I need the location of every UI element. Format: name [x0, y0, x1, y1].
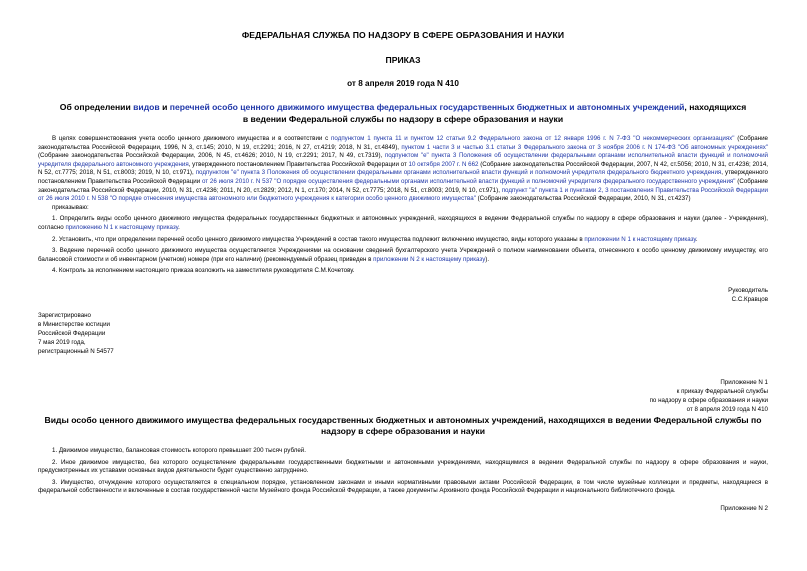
- appendix-1-title: Виды особо ценного движимого имущества федеральных государственных бюджетных и автономных учреждений, находящихся в ведении Федеральной службы по надзору в сфере образования и науки: [44, 414, 762, 436]
- item-text: 1. Определить виды особо ценного движимого имущества федеральных государственных бюджетных и автономных учреждений, находящихся в ведении Федеральной службы по надзору в сфере образования и науки (далее - Учреждения), согласно: [38, 215, 768, 231]
- preamble-text: (Собрание законодательства Российской Федерации, 2007, N 42, ст.5056; 2010, N 31, ст.4236; 2014, N 52, ст.7775; 2018, N 51, ст.8003; 2019, N 10, ст.971),: [38, 160, 768, 177]
- preamble-text: , утвержденного постановлением Правительства Российской Федерации: [38, 169, 768, 185]
- appendix-item-1: 1. Движимое имущество, балансовая стоимость которого превышает 200 тысяч рублей.: [52, 446, 306, 454]
- item-text: 3. Ведение перечней особо ценного движимого имущества осуществляется Учреждениями на основании сведений бухгалтерского учета Учреждений о полном наименовании объекта, отнесенного к особо ценному движимому имуществу, его балансовой стоимости и об инвентарном (учетном) номере (при его наличии) (рекомендуемый образец приведен в: [38, 247, 768, 263]
- document-date-number: от 8 апреля 2019 года N 410: [347, 79, 459, 88]
- appendix-item-3: 3. Имущество, отчуждение которого осуществляется в специальном порядке, установленном законами и иными нормативными правовыми актами Российской Федерации, в том числе музейные коллекции и предметы, находящиеся в федеральной собственности и включенные в состав государственной части Музейного фонда Российской Федерации, а также документы Архивного фонда Российской Федерации и национального библиотечного фонда.: [38, 478, 768, 495]
- preamble-text: В целях совершенствования учета особо ценного движимого имущества и в соответствии с: [52, 135, 332, 142]
- law-link-538[interactable]: подпункт "а" пункта 1 и пунктами 2, 3 постановления Правительства Российской Федерации от 26 июля 2010 г. N 538 "О порядке отнесения имущества автономного или бюджетного учреждения к категории особо ценного движимого имущества": [38, 186, 768, 203]
- title-text: Об определении: [59, 102, 134, 112]
- document-page: [38, 30, 768, 512]
- registration-line: регистрационный N 54577: [38, 347, 114, 355]
- registration-line: Зарегистрировано: [38, 311, 91, 319]
- appendix-2-link[interactable]: приложении N 2 к настоящему приказу: [373, 255, 486, 263]
- document-title: [38, 101, 768, 125]
- law-link-autonomous-provision[interactable]: подпунктом "е" пункта 3 Положения об осуществлении федеральными органами исполнительной власти функций и полномочий учредителя федерального автономного учреждения: [38, 152, 769, 168]
- law-link-537[interactable]: от 26 июля 2010 г. N 537 "О порядке осуществления федеральными органами исполнительной власти функций и полномочий учредителя федерального государственного учреждения": [201, 177, 736, 185]
- preamble-text: (Собрание законодательства Российской Федерации, 2010, N 31, ст.4236; 2011, N 20, ст.2829; 2012, N 1, ст.170; 2014, N 52, ст.7775; 2018, N 51, ст.8003; 2019, N 10, ст.971),: [38, 177, 768, 194]
- preamble-text: , утвержденного постановлением Правительства Российской Федерации от: [188, 160, 409, 168]
- signature-name: С.С.Кравцов: [731, 295, 768, 303]
- title-link-types[interactable]: видов: [133, 102, 160, 112]
- order-item-2: [38, 236, 768, 245]
- law-link-174fz[interactable]: пунктом 1 части 3 и частью 3.1 статьи 3 Федерального закона от 3 ноября 2006 г. N 174-ФЗ "Об автономных учреждениях": [401, 143, 768, 151]
- appendix-1-header: [38, 378, 768, 414]
- appendix-1-link[interactable]: приложению N 1 к настоящему приказу: [65, 223, 179, 231]
- registration-line: 7 мая 2019 года,: [38, 338, 86, 346]
- order-item-1: [38, 215, 768, 232]
- preamble-paragraph: [38, 135, 768, 204]
- order-item-3: [38, 247, 768, 264]
- signature-block: [38, 286, 768, 304]
- law-link-7fz[interactable]: подпунктом 1 пункта 11 и пунктом 12 статьи 9.2 Федерального закона от 12 января 1996 г. N 7-ФЗ "О некоммерческих организациях": [331, 135, 735, 142]
- preamble-text: (Собрание законодательства Российской Федерации, 2010, N 31, ст.4237): [475, 195, 691, 203]
- item-text: ).: [485, 255, 490, 263]
- title-text: , находящихся в ведении Федеральной службы по надзору в сфере образования и науки: [242, 102, 747, 124]
- agency-heading: ФЕДЕРАЛЬНАЯ СЛУЖБА ПО НАДЗОРУ В СФЕРЕ ОБРАЗОВАНИЯ И НАУКИ: [241, 30, 565, 40]
- item-text: .: [178, 223, 180, 231]
- title-link-lists[interactable]: перечней особо ценного движимого имущества федеральных государственных бюджетных и автономных учреждений: [169, 102, 685, 112]
- preamble-text: (Собрание законодательства Российской Федерации, 1996, N 3, ст.145; 2010, N 19, ст.2291; 2016, N 27, ст.4219; 2018, N 31, ст.4849),: [38, 135, 768, 151]
- registration-line: Российской Федерации: [38, 329, 106, 337]
- appendix-ref-line: по надзору в сфере образования и науки: [649, 396, 768, 404]
- appendix-ref-line: от 8 апреля 2019 года N 410: [686, 405, 768, 413]
- appendix-label: Приложение N 1: [720, 378, 768, 386]
- preamble-text: (Собрание законодательства Российской Федерации, 2006, N 45, ст.4626; 2010, N 19, ст.2291; 2017, N 49, ст.7319),: [38, 152, 385, 160]
- law-link-budget-provision[interactable]: подпунктом "е" пункта 3 Положения об осуществлении федеральными органами исполнительной власти функций и полномочий учредителя федерального бюджетного учреждения: [195, 169, 722, 177]
- item-text: .: [695, 235, 698, 243]
- order-item-4: 4. Контроль за исполнением настоящего приказа возложить на заместителя руководителя С.М.Кочетову.: [52, 267, 355, 275]
- title-text: и: [159, 102, 170, 112]
- signature-role: Руководитель: [728, 286, 768, 294]
- registration-block: [38, 311, 238, 356]
- item-text: 2. Установить, что при определении перечней особо ценного движимого имущества Учреждений в состав такого имущества подлежит включению имущество, виды которого указаны в: [52, 235, 585, 243]
- appendix-item-2: 2. Иное движимое имущество, без которого осуществление федеральными государственными бюджетными и автономными учреждениями, находящимися в ведении Федеральной службы по надзору в сфере образования и науки, предусмотренных их уставами основных видов деятельности будет существенно затруднено.: [38, 458, 768, 475]
- appendix-1-link[interactable]: приложении N 1 к настоящему приказу: [584, 235, 696, 243]
- appendix-ref-line: к приказу Федеральной службы: [676, 387, 768, 395]
- order-word: приказываю:: [52, 203, 89, 211]
- law-link-662[interactable]: 10 октября 2007 г. N 662: [408, 160, 479, 168]
- appendix-2-label: Приложение N 2: [720, 504, 768, 512]
- registration-line: в Министерстве юстиции: [38, 320, 111, 328]
- document-type: ПРИКАЗ: [385, 55, 421, 65]
